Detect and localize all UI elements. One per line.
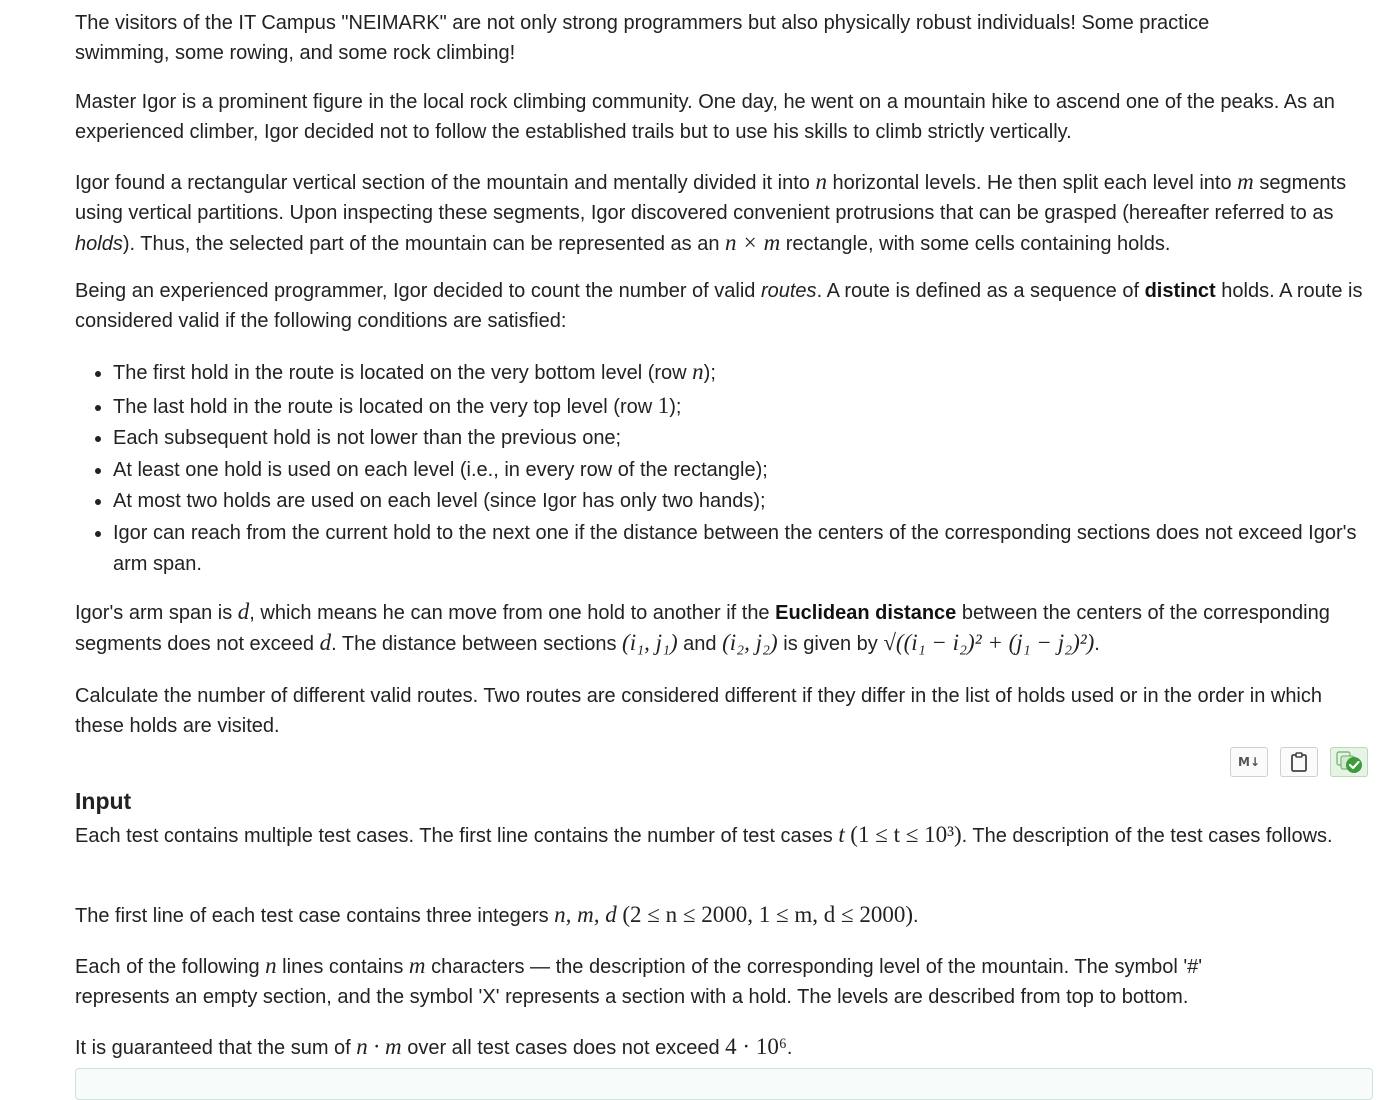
arm-span-paragraph: Igor's arm span is d, which means he can move from one hold to another if the Euclidean distance between the centers of the corresponding segments does not exceed d. The distance between sections (i₁, j₁) and (i₂, j₂) is given by √((i₁ − i₂)² + (j₁ − j₂)²). <box>75 599 1330 655</box>
list-item: • At most two holds are used on each level (since Igor has only two hands); <box>113 486 1375 518</box>
list-item: • At least one hold is used on each level (i.e., in every row of the rectangle); <box>113 455 1375 487</box>
distance-formula: √((i₁ − i₂)² + (j₁ − j₂)²) <box>883 630 1095 655</box>
input-paragraph-first-line: The first line of each test case contains three integers n, m, d (2 ≤ n ≤ 2000, 1 ≤ m, d ≤ 2000). <box>75 902 919 927</box>
list-item: • The last hold in the route is located on the very top level (row 1); <box>113 390 1375 424</box>
igor-paragraph: Master Igor is a prominent figure in the local rock climbing community. One day, he went on a mountain hike to ascend one of the peaks. As an experienced climber, Igor decided not to follow the established trails but to use his skills to climb strictly vertically. <box>75 91 1335 143</box>
input-paragraph-tests: Each test contains multiple test cases. The first line contains the number of test cases t (1 ≤ t ≤ 10³). The description of the test cases follows. <box>75 822 1333 847</box>
markdown-button[interactable] <box>1230 747 1268 777</box>
example-box <box>75 1068 1373 1100</box>
statement-toolbar <box>1230 747 1368 777</box>
input-paragraph-guarantee: It is guaranteed that the sum of n · m over all test cases does not exceed 4 · 10⁶. <box>75 1034 793 1059</box>
clipboard-icon <box>1290 752 1308 772</box>
routes-paragraph: Being an experienced programmer, Igor decided to count the number of valid routes. A route is defined as a sequence of distinct holds. A route is considered valid if the following conditions are satisfied: <box>75 280 1363 332</box>
input-heading: Input <box>75 788 132 814</box>
input-paragraph-levels: Each of the following n lines contains m characters — the description of the corresponding level of the mountain. The symbol '#' represents an empty section, and the symbol 'X' represents a section with a hold. The levels are described from top to bottom. <box>75 953 1203 1008</box>
list-item: • The first hold in the route is located on the very bottom level (row n); <box>113 356 1375 390</box>
markdown-icon: M↓ <box>1238 755 1260 769</box>
translate-check-icon <box>1335 750 1363 774</box>
list-item: • Igor can reach from the current hold to the next one if the distance between the centers of the corresponding sections does not exceed Igor's arm span. <box>113 518 1375 581</box>
count-paragraph: Calculate the number of different valid routes. Two routes are considered different if they differ in the list of holds used or in the order in which these holds are visited. <box>75 685 1323 737</box>
conditions-list <box>75 356 1375 581</box>
translate-button[interactable] <box>1330 747 1368 777</box>
list-item: • Each subsequent hold is not lower than the previous one; <box>113 423 1375 455</box>
grid-paragraph: Igor found a rectangular vertical section of the mountain and mentally divided it into n horizontal levels. He then split each level into m segments using vertical partitions. Upon inspecting these segments, Igor discovered convenient protrusions that can be grasped (hereafter referred to as holds). Thus, the selected part of the mountain can be represented as an n × m rectangle, with some cells containing holds. <box>75 169 1347 255</box>
copy-button[interactable] <box>1280 747 1318 777</box>
intro-paragraph: The visitors of the IT Campus "NEIMARK" are not only strong programmers but also physically robust individuals! Some practice swimming, some rowing, and some rock climbing! <box>75 12 1210 64</box>
